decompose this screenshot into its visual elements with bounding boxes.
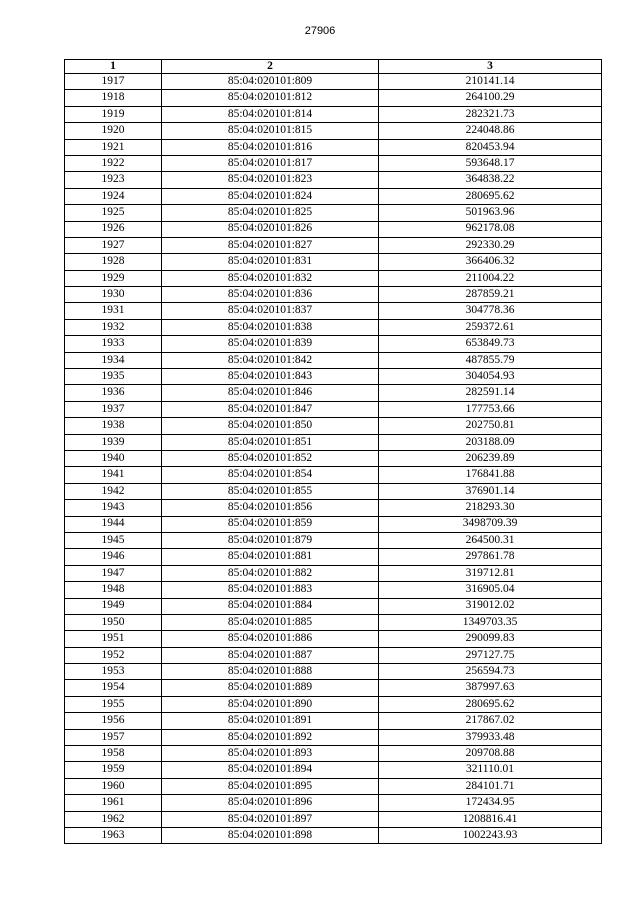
table-row — [65, 303, 602, 319]
table-row — [65, 549, 602, 565]
column-header-1: 1 — [65, 60, 162, 74]
row-number-cell: 1929 — [65, 270, 162, 286]
cadastral-number-cell: 85:04:020101:854 — [162, 467, 379, 483]
cadastral-number-cell: 85:04:020101:851 — [162, 434, 379, 450]
row-number-cell: 1960 — [65, 778, 162, 794]
cadastral-number-cell: 85:04:020101:826 — [162, 221, 379, 237]
row-number-cell: 1959 — [65, 762, 162, 778]
table-header-row — [65, 60, 602, 74]
table-row — [65, 664, 602, 680]
cadastral-value-cell: 203188.09 — [379, 434, 602, 450]
cadastral-number-cell: 85:04:020101:823 — [162, 172, 379, 188]
table-row — [65, 467, 602, 483]
cadastral-number-cell: 85:04:020101:809 — [162, 74, 379, 90]
row-number-cell: 1920 — [65, 123, 162, 139]
table-row — [65, 352, 602, 368]
row-number-cell: 1946 — [65, 549, 162, 565]
table-row — [65, 188, 602, 204]
row-number-cell: 1958 — [65, 746, 162, 762]
table-row — [65, 287, 602, 303]
row-number-cell: 1963 — [65, 827, 162, 843]
cadastral-value-cell: 379933.48 — [379, 729, 602, 745]
cadastral-number-cell: 85:04:020101:855 — [162, 483, 379, 499]
table-row — [65, 729, 602, 745]
cadastral-value-cell: 280695.62 — [379, 188, 602, 204]
cadastral-number-cell: 85:04:020101:842 — [162, 352, 379, 368]
table-row — [65, 696, 602, 712]
cadastral-value-cell: 297861.78 — [379, 549, 602, 565]
cadastral-number-cell: 85:04:020101:894 — [162, 762, 379, 778]
cadastral-value-cell: 177753.66 — [379, 401, 602, 417]
cadastral-value-cell: 304778.36 — [379, 303, 602, 319]
column-header-2: 2 — [162, 60, 379, 74]
cadastral-value-cell: 206239.89 — [379, 450, 602, 466]
cadastral-number-cell: 85:04:020101:897 — [162, 811, 379, 827]
cadastral-value-cell: 292330.29 — [379, 237, 602, 253]
row-number-cell: 1956 — [65, 713, 162, 729]
cadastral-number-cell: 85:04:020101:889 — [162, 680, 379, 696]
column-header-3: 3 — [379, 60, 602, 74]
row-number-cell: 1918 — [65, 90, 162, 106]
row-number-cell: 1942 — [65, 483, 162, 499]
cadastral-value-cell: 319712.81 — [379, 565, 602, 581]
cadastral-number-cell: 85:04:020101:882 — [162, 565, 379, 581]
cadastral-number-cell: 85:04:020101:839 — [162, 336, 379, 352]
cadastral-number-cell: 85:04:020101:815 — [162, 123, 379, 139]
cadastral-value-cell: 256594.73 — [379, 664, 602, 680]
cadastral-value-cell: 487855.79 — [379, 352, 602, 368]
row-number-cell: 1953 — [65, 664, 162, 680]
row-number-cell: 1940 — [65, 450, 162, 466]
cadastral-value-cell: 820453.94 — [379, 139, 602, 155]
cadastral-number-cell: 85:04:020101:847 — [162, 401, 379, 417]
page-number: 27906 — [304, 25, 336, 37]
table-row — [65, 123, 602, 139]
cadastral-value-cell: 280695.62 — [379, 696, 602, 712]
cadastral-value-cell: 290099.83 — [379, 631, 602, 647]
table-row — [65, 369, 602, 385]
row-number-cell: 1937 — [65, 401, 162, 417]
row-number-cell: 1932 — [65, 319, 162, 335]
table-row — [65, 614, 602, 630]
cadastral-number-cell: 85:04:020101:885 — [162, 614, 379, 630]
cadastral-number-cell: 85:04:020101:891 — [162, 713, 379, 729]
cadastral-number-cell: 85:04:020101:856 — [162, 500, 379, 516]
table-row — [65, 746, 602, 762]
row-number-cell: 1927 — [65, 237, 162, 253]
row-number-cell: 1936 — [65, 385, 162, 401]
row-number-cell: 1935 — [65, 369, 162, 385]
row-number-cell: 1950 — [65, 614, 162, 630]
table-row — [65, 385, 602, 401]
table-row — [65, 795, 602, 811]
row-number-cell: 1948 — [65, 582, 162, 598]
table-row — [65, 532, 602, 548]
cadastral-number-cell: 85:04:020101:895 — [162, 778, 379, 794]
row-number-cell: 1928 — [65, 254, 162, 270]
cadastral-value-cell: 202750.81 — [379, 418, 602, 434]
cadastral-number-cell: 85:04:020101:831 — [162, 254, 379, 270]
cadastral-value-cell: 210141.14 — [379, 74, 602, 90]
row-number-cell: 1961 — [65, 795, 162, 811]
cadastral-value-cell: 259372.61 — [379, 319, 602, 335]
cadastral-value-cell: 224048.86 — [379, 123, 602, 139]
row-number-cell: 1941 — [65, 467, 162, 483]
cadastral-number-cell: 85:04:020101:887 — [162, 647, 379, 663]
cadastral-value-cell: 264500.31 — [379, 532, 602, 548]
table-row — [65, 516, 602, 532]
row-number-cell: 1924 — [65, 188, 162, 204]
cadastral-number-cell: 85:04:020101:896 — [162, 795, 379, 811]
cadastral-number-cell: 85:04:020101:846 — [162, 385, 379, 401]
table-row — [65, 778, 602, 794]
row-number-cell: 1930 — [65, 287, 162, 303]
cadastral-value-cell: 593648.17 — [379, 155, 602, 171]
table-row — [65, 155, 602, 171]
table-row — [65, 139, 602, 155]
cadastral-value-cell: 304054.93 — [379, 369, 602, 385]
cadastral-value-cell: 282591.14 — [379, 385, 602, 401]
table-row — [65, 270, 602, 286]
table-row — [65, 582, 602, 598]
row-number-cell: 1945 — [65, 532, 162, 548]
table-row — [65, 680, 602, 696]
cadastral-value-cell: 321110.01 — [379, 762, 602, 778]
table-row — [65, 205, 602, 221]
cadastral-value-cell: 209708.88 — [379, 746, 602, 762]
row-number-cell: 1943 — [65, 500, 162, 516]
cadastral-value-cell: 172434.95 — [379, 795, 602, 811]
table-row — [65, 254, 602, 270]
cadastral-value-cell: 319012.02 — [379, 598, 602, 614]
row-number-cell: 1919 — [65, 106, 162, 122]
row-number-cell: 1951 — [65, 631, 162, 647]
table-body — [65, 74, 602, 844]
cadastral-value-cell: 211004.22 — [379, 270, 602, 286]
cadastral-number-cell: 85:04:020101:852 — [162, 450, 379, 466]
cadastral-value-cell: 653849.73 — [379, 336, 602, 352]
row-number-cell: 1931 — [65, 303, 162, 319]
cadastral-number-cell: 85:04:020101:888 — [162, 664, 379, 680]
cadastral-value-cell: 376901.14 — [379, 483, 602, 499]
cadastral-value-cell: 287859.21 — [379, 287, 602, 303]
cadastral-number-cell: 85:04:020101:859 — [162, 516, 379, 532]
cadastral-number-cell: 85:04:020101:824 — [162, 188, 379, 204]
row-number-cell: 1923 — [65, 172, 162, 188]
row-number-cell: 1925 — [65, 205, 162, 221]
row-number-cell: 1962 — [65, 811, 162, 827]
table-row — [65, 811, 602, 827]
cadastral-value-cell: 217867.02 — [379, 713, 602, 729]
row-number-cell: 1933 — [65, 336, 162, 352]
table-row — [65, 401, 602, 417]
table-row — [65, 90, 602, 106]
cadastral-number-cell: 85:04:020101:879 — [162, 532, 379, 548]
table-row — [65, 713, 602, 729]
cadastral-number-cell: 85:04:020101:812 — [162, 90, 379, 106]
cadastral-number-cell: 85:04:020101:832 — [162, 270, 379, 286]
table-row — [65, 598, 602, 614]
table-row — [65, 762, 602, 778]
cadastral-value-cell: 1349703.35 — [379, 614, 602, 630]
cadastral-number-cell: 85:04:020101:837 — [162, 303, 379, 319]
cadastral-number-cell: 85:04:020101:817 — [162, 155, 379, 171]
cadastral-value-cell: 366406.32 — [379, 254, 602, 270]
table-row — [65, 74, 602, 90]
cadastral-value-cell: 316905.04 — [379, 582, 602, 598]
row-number-cell: 1938 — [65, 418, 162, 434]
row-number-cell: 1926 — [65, 221, 162, 237]
row-number-cell: 1934 — [65, 352, 162, 368]
cadastral-value-cell: 364838.22 — [379, 172, 602, 188]
cadastral-number-cell: 85:04:020101:898 — [162, 827, 379, 843]
cadastral-number-cell: 85:04:020101:825 — [162, 205, 379, 221]
table-row — [65, 450, 602, 466]
row-number-cell: 1947 — [65, 565, 162, 581]
table-row — [65, 631, 602, 647]
table-row — [65, 172, 602, 188]
cadastral-number-cell: 85:04:020101:816 — [162, 139, 379, 155]
row-number-cell: 1952 — [65, 647, 162, 663]
table-row — [65, 237, 602, 253]
row-number-cell: 1955 — [65, 696, 162, 712]
cadastral-value-cell: 501963.96 — [379, 205, 602, 221]
table-row — [65, 827, 602, 843]
cadastral-number-cell: 85:04:020101:827 — [162, 237, 379, 253]
row-number-cell: 1921 — [65, 139, 162, 155]
cadastral-number-cell: 85:04:020101:893 — [162, 746, 379, 762]
cadastral-value-cell: 1002243.93 — [379, 827, 602, 843]
cadastral-value-cell: 284101.71 — [379, 778, 602, 794]
cadastral-number-cell: 85:04:020101:850 — [162, 418, 379, 434]
cadastral-value-cell: 218293.30 — [379, 500, 602, 516]
cadastral-number-cell: 85:04:020101:886 — [162, 631, 379, 647]
cadastral-value-cell: 297127.75 — [379, 647, 602, 663]
cadastral-number-cell: 85:04:020101:892 — [162, 729, 379, 745]
table-row — [65, 565, 602, 581]
cadastral-value-cell: 264100.29 — [379, 90, 602, 106]
cadastral-number-cell: 85:04:020101:836 — [162, 287, 379, 303]
cadastral-value-table — [64, 59, 602, 844]
cadastral-value-cell: 387997.63 — [379, 680, 602, 696]
table-row — [65, 647, 602, 663]
row-number-cell: 1954 — [65, 680, 162, 696]
cadastral-number-cell: 85:04:020101:890 — [162, 696, 379, 712]
table-row — [65, 319, 602, 335]
row-number-cell: 1949 — [65, 598, 162, 614]
row-number-cell: 1939 — [65, 434, 162, 450]
table-row — [65, 336, 602, 352]
row-number-cell: 1917 — [65, 74, 162, 90]
cadastral-number-cell: 85:04:020101:881 — [162, 549, 379, 565]
table-row — [65, 418, 602, 434]
row-number-cell: 1944 — [65, 516, 162, 532]
cadastral-value-cell: 962178.08 — [379, 221, 602, 237]
table-row — [65, 221, 602, 237]
cadastral-number-cell: 85:04:020101:884 — [162, 598, 379, 614]
row-number-cell: 1957 — [65, 729, 162, 745]
cadastral-number-cell: 85:04:020101:838 — [162, 319, 379, 335]
cadastral-number-cell: 85:04:020101:814 — [162, 106, 379, 122]
table-row — [65, 106, 602, 122]
cadastral-number-cell: 85:04:020101:843 — [162, 369, 379, 385]
cadastral-value-cell: 176841.88 — [379, 467, 602, 483]
table-row — [65, 500, 602, 516]
cadastral-value-cell: 282321.73 — [379, 106, 602, 122]
cadastral-value-cell: 3498709.39 — [379, 516, 602, 532]
cadastral-value-cell: 1208816.41 — [379, 811, 602, 827]
cadastral-number-cell: 85:04:020101:883 — [162, 582, 379, 598]
row-number-cell: 1922 — [65, 155, 162, 171]
table-row — [65, 434, 602, 450]
table-row — [65, 483, 602, 499]
